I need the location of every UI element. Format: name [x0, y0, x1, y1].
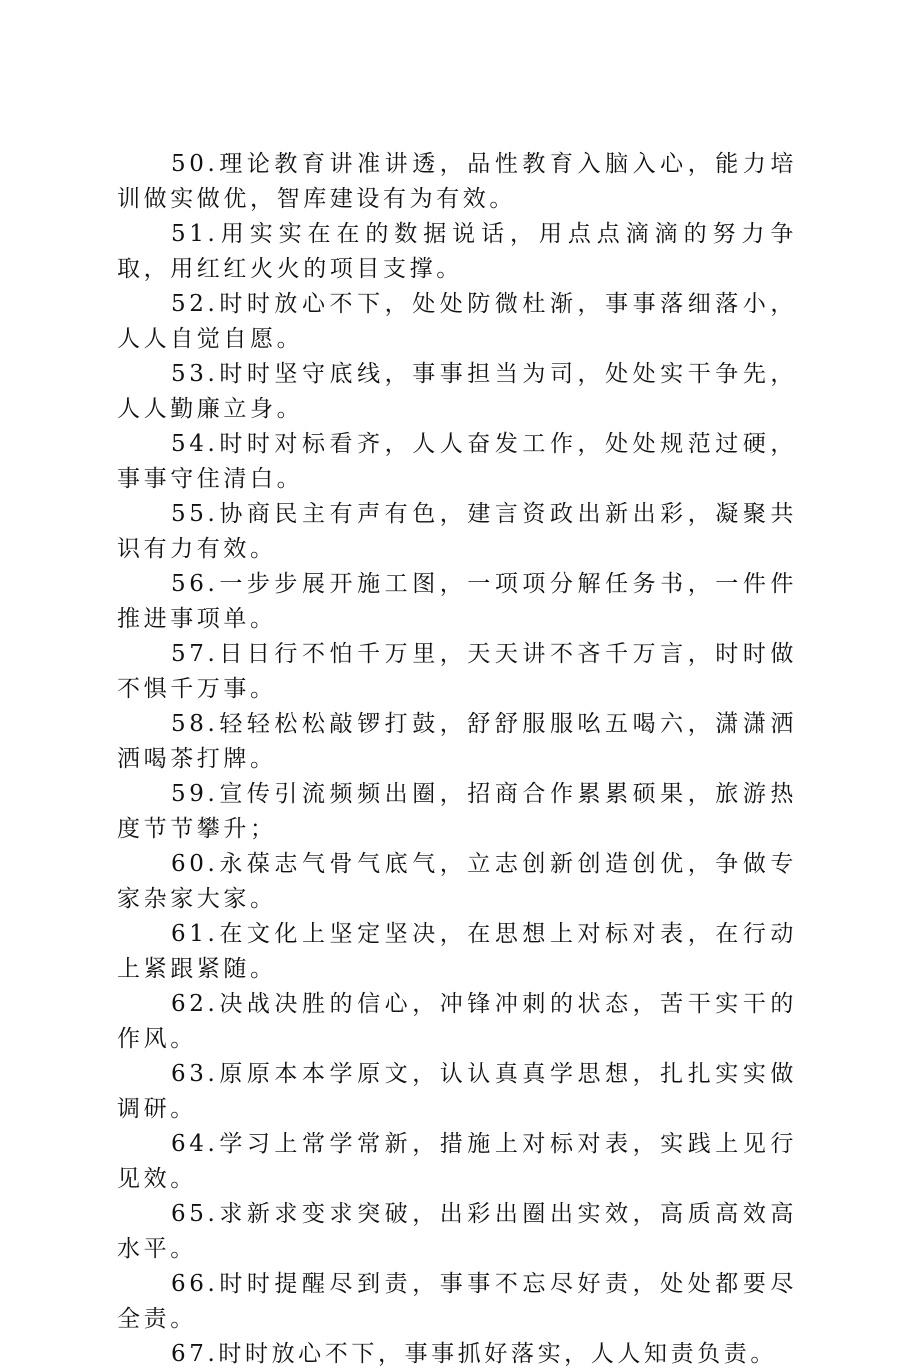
paragraph-51: 51.用实实在在的数据说话，用点点滴滴的努力争取，用红红火火的项目支撑。: [117, 221, 797, 282]
paragraph-59: 59.宣传引流频频出圈，招商合作累累硕果，旅游热度节节攀升；: [117, 781, 797, 842]
paragraph-66: 66.时时提醒尽到责，事事不忘尽好责，处处都要尽全责。: [117, 1271, 797, 1332]
paragraph-64: 64.学习上常学常新，措施上对标对表，实践上见行见效。: [117, 1131, 797, 1192]
paragraph-57: 57.日日行不怕千万里，天天讲不吝千万言，时时做不惧千万事。: [117, 641, 797, 702]
paragraph-54: 54.时时对标看齐，人人奋发工作，处处规范过硬，事事守住清白。: [117, 431, 797, 492]
paragraph-65: 65.求新求变求突破，出彩出圈出实效，高质高效高水平。: [117, 1201, 797, 1262]
paragraph-61: 61.在文化上坚定坚决，在思想上对标对表，在行动上紧跟紧随。: [117, 921, 797, 982]
paragraph-63: 63.原原本本学原文，认认真真学思想，扎扎实实做调研。: [117, 1061, 797, 1122]
paragraph-50: 50.理论教育讲准讲透，品性教育入脑入心，能力培训做实做优，智库建设有为有效。: [117, 151, 797, 212]
document-body: [117, 147, 797, 1372]
paragraph-56: 56.一步步展开施工图，一项项分解任务书，一件件推进事项单。: [117, 571, 797, 632]
paragraph-53: 53.时时坚守底线，事事担当为司，处处实干争先，人人勤廉立身。: [117, 361, 797, 422]
paragraph-60: 60.永葆志气骨气底气，立志创新创造创优，争做专家杂家大家。: [117, 851, 797, 912]
paragraph-55: 55.协商民主有声有色，建言资政出新出彩，凝聚共识有力有效。: [117, 501, 797, 562]
paragraph-67: 67.时时放心不下，事事抓好落实，人人知责负责。: [171, 1341, 777, 1367]
paragraph-52: 52.时时放心不下，处处防微杜渐，事事落细落小，人人自觉自愿。: [117, 291, 797, 352]
paragraph-62: 62.决战决胜的信心，冲锋冲刺的状态，苦干实干的作风。: [117, 991, 797, 1052]
paragraph-58: 58.轻轻松松敲锣打鼓，舒舒服服吆五喝六，潇潇洒洒喝茶打牌。: [117, 711, 797, 772]
